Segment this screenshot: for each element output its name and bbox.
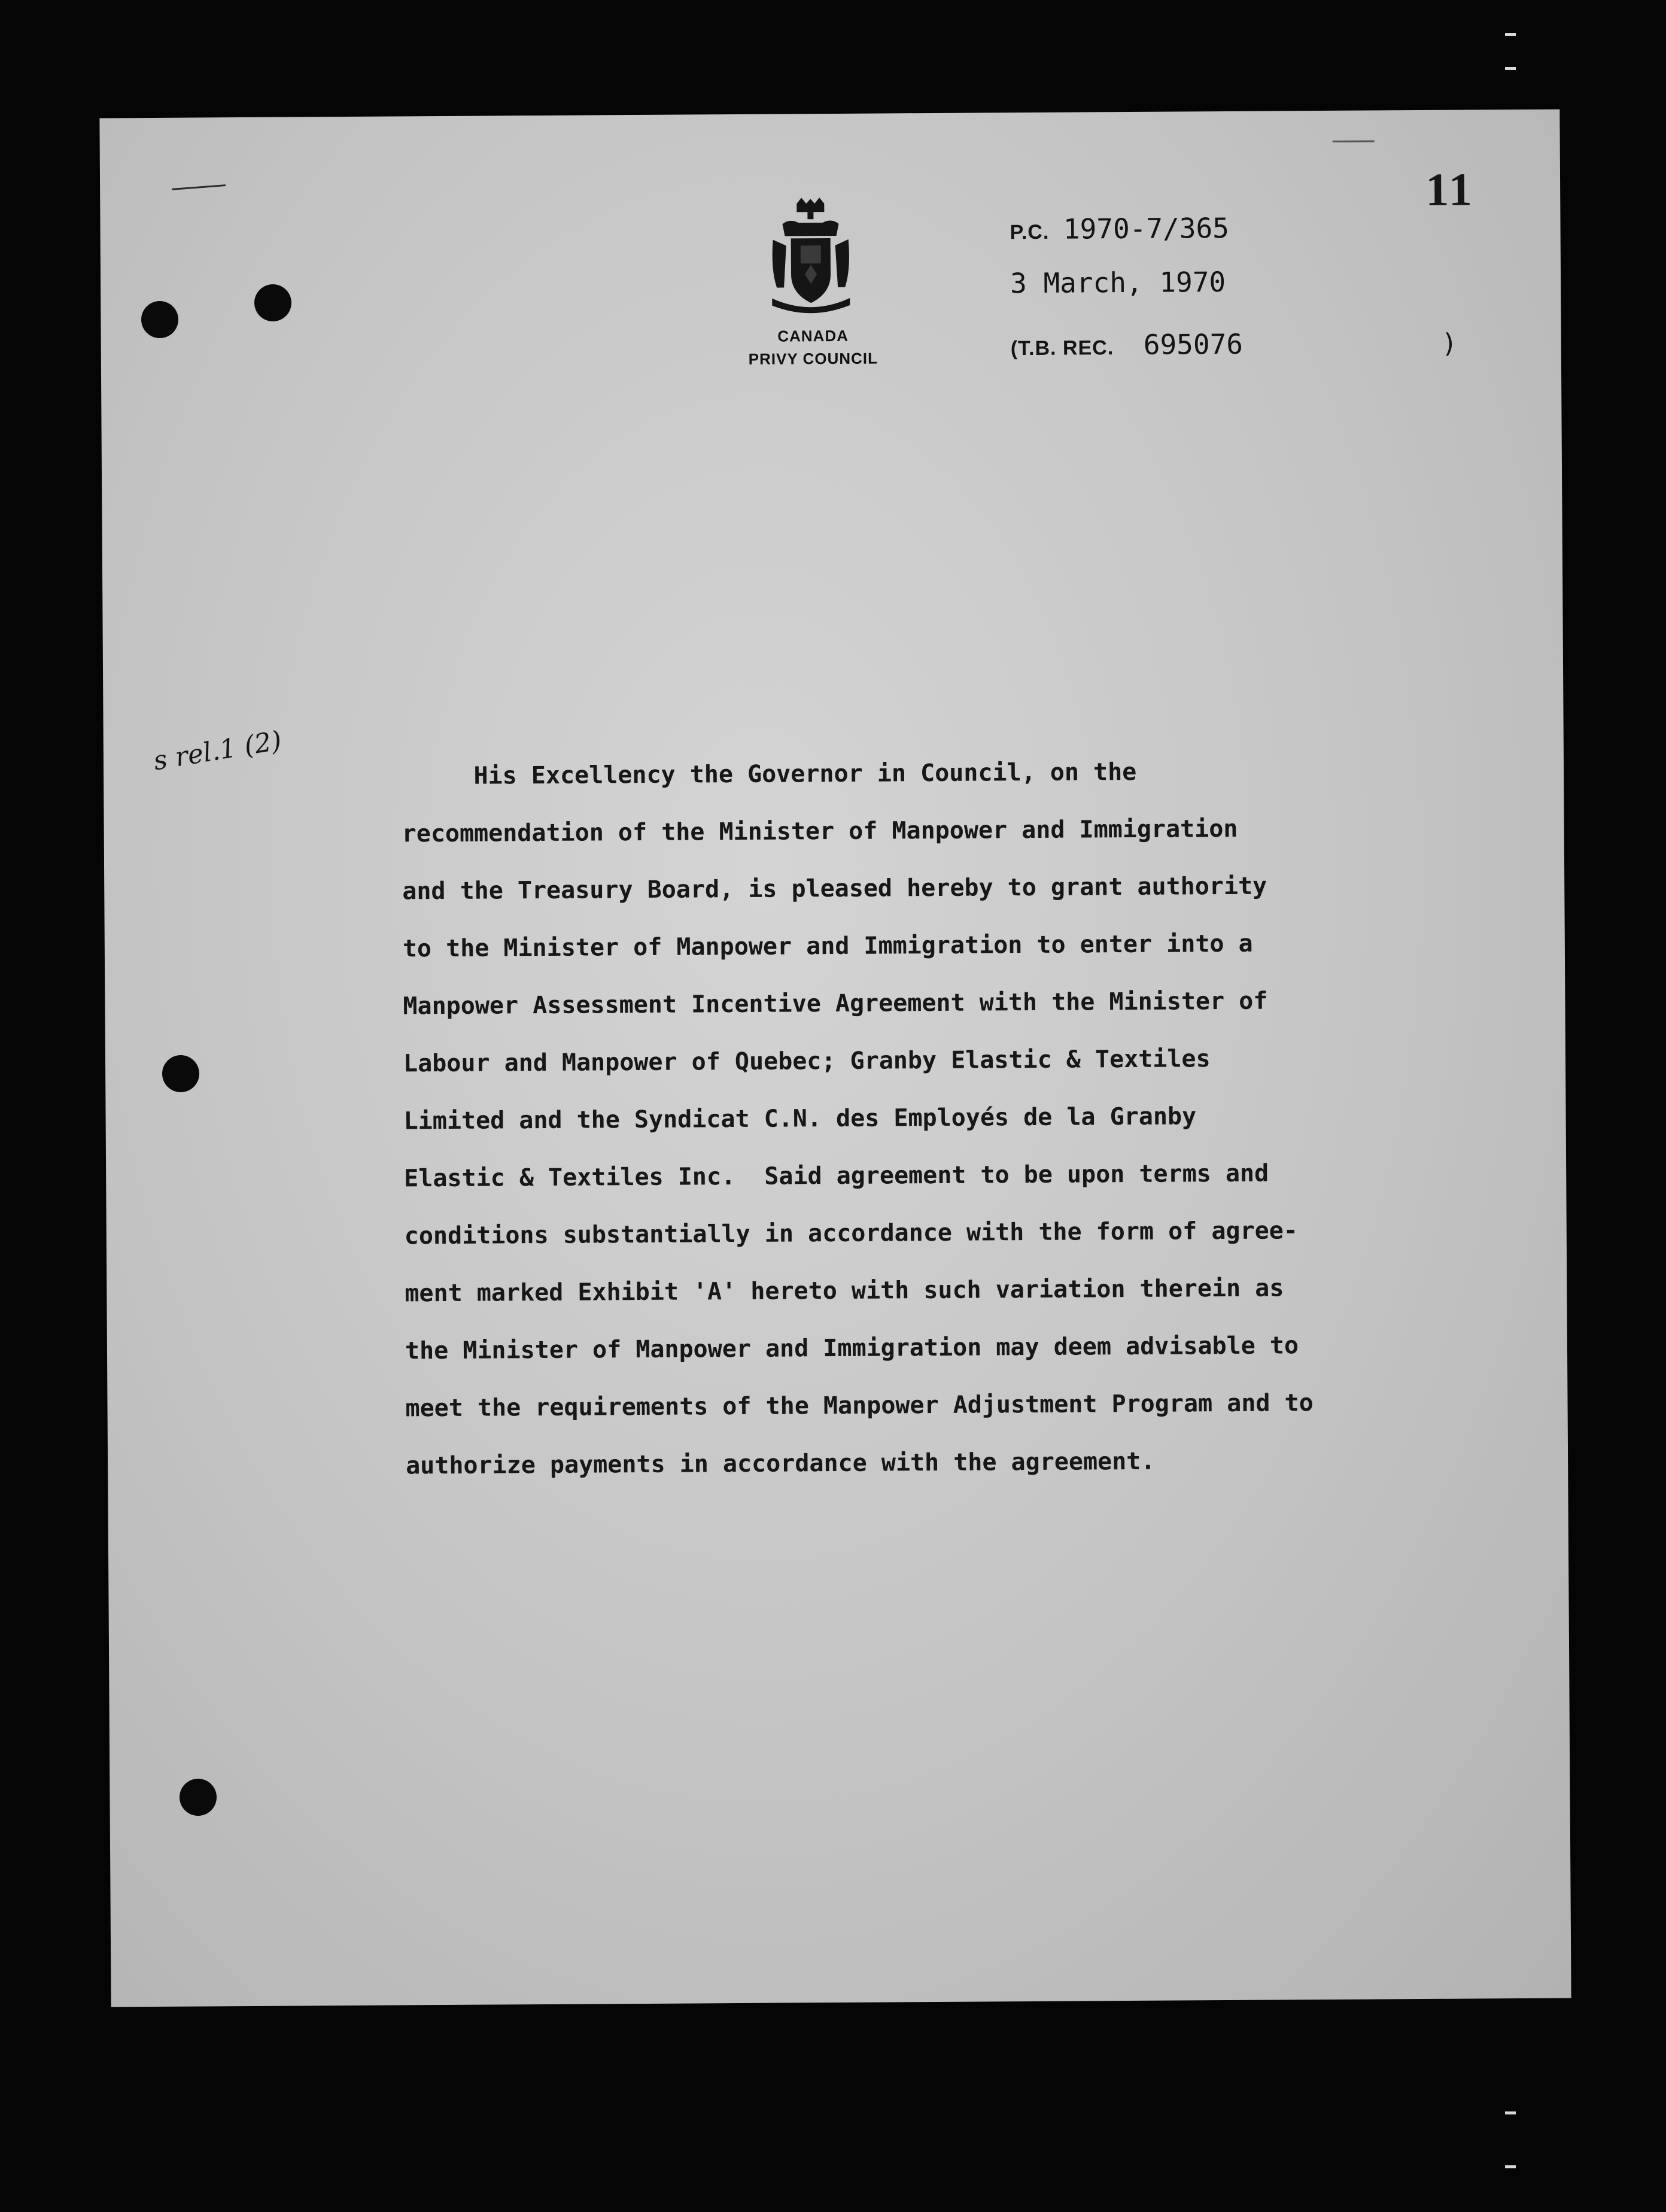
treasury-board-label: (T.B. REC.	[1010, 336, 1114, 360]
issuing-office	[723, 324, 903, 370]
punch-hole	[254, 284, 291, 321]
order-number-label: P.C.	[1010, 220, 1050, 244]
order-text-line: ment marked Exhibit 'A' hereto with such variation therein as	[405, 1274, 1284, 1308]
order-text-line: to the Minister of Manpower and Immigration to enter into a	[402, 929, 1253, 963]
treasury-board-number: 695076	[1143, 327, 1244, 361]
order-number	[1010, 212, 1229, 245]
order-text-line: the Minister of Manpower and Immigration may deem advisable to	[405, 1332, 1299, 1365]
order-text-line: recommendation of the Minister of Manpower and Immigration	[402, 815, 1238, 848]
page-number: 11	[1425, 163, 1475, 215]
scan-edge-mark	[1505, 33, 1516, 36]
coat-of-arms-icon	[765, 198, 856, 315]
order-text-line: Elastic & Textiles Inc. Said agreement to be upon terms and	[404, 1159, 1269, 1193]
order-text-line: Manpower Assessment Incentive Agreement with the Minister of	[403, 987, 1268, 1020]
order-date: 3 March, 1970	[1010, 265, 1226, 300]
document-page	[99, 110, 1571, 2007]
order-text-line: and the Treasury Board, is pleased hereby to grant authority	[402, 872, 1267, 906]
order-text-line: meet the requirements of the Manpower Adjustment Program and to	[405, 1389, 1314, 1423]
treasury-board-reference	[1011, 328, 1244, 361]
punch-hole	[162, 1055, 199, 1092]
treasury-board-close-paren: )	[1441, 328, 1458, 359]
order-text-line: Limited and the Syndicat C.N. des Employés de la Granby	[403, 1102, 1197, 1135]
pen-scratch	[1333, 140, 1375, 142]
order-text-line: conditions substantially in accordance with the form of agree-	[404, 1217, 1299, 1250]
pen-scratch	[172, 184, 226, 190]
order-text-line: authorize payments in accordance with the agreement.	[406, 1447, 1156, 1480]
council-label: PRIVY COUNCIL	[748, 349, 878, 368]
order-text-line: Labour and Manpower of Quebec; Granby Elastic & Textiles	[403, 1045, 1211, 1078]
scan-edge-mark	[1505, 2111, 1516, 2114]
order-text	[401, 742, 1314, 1494]
punch-hole	[141, 301, 178, 338]
scan-edge-mark	[1505, 67, 1516, 70]
order-text-line: His Excellency the Governor in Council, on the	[401, 758, 1137, 791]
scan-edge-mark	[1505, 2165, 1516, 2168]
punch-hole	[180, 1779, 217, 1816]
order-number-value: 1970-7/365	[1063, 211, 1230, 245]
handwritten-margin-note: s rel.1 (2)	[151, 725, 284, 777]
country-label: CANADA	[777, 326, 849, 345]
